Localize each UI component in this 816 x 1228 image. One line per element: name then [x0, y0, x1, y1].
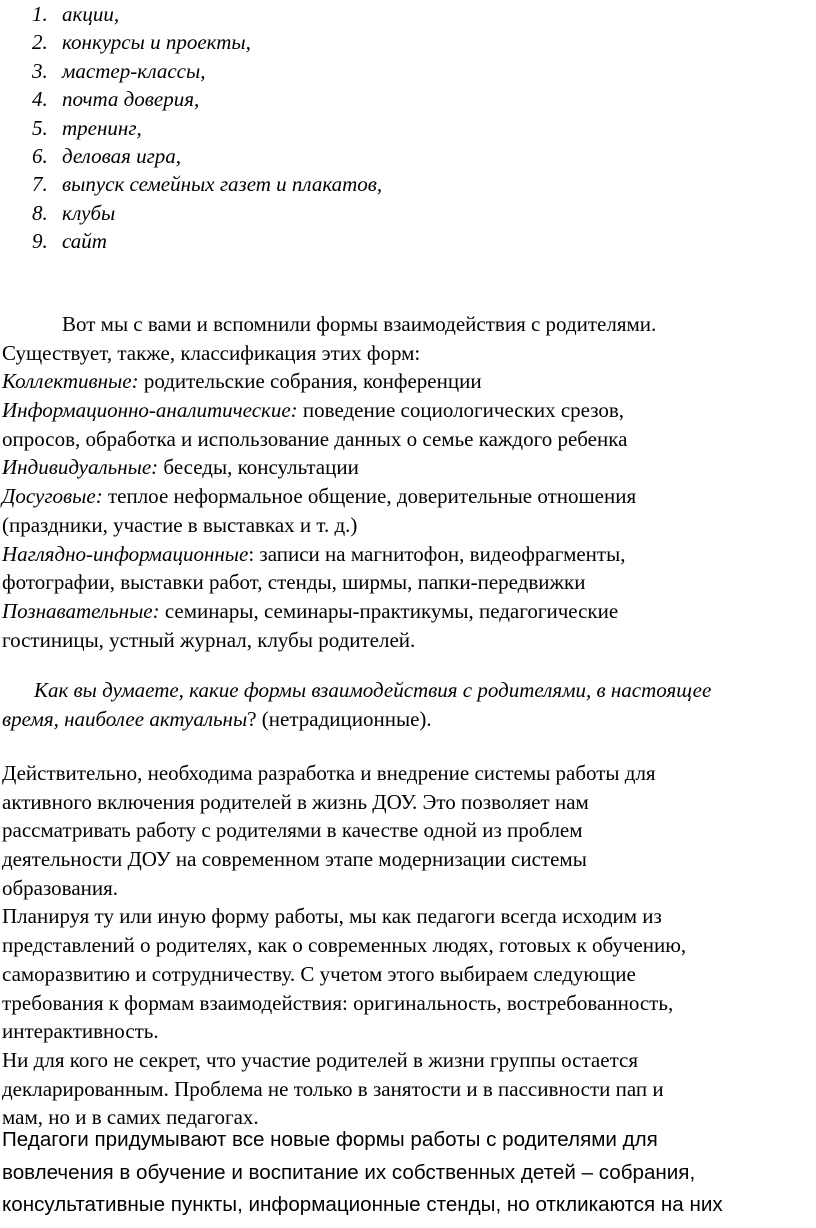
paragraph-4 [2, 1126, 814, 1224]
list-item: 1. акции, [32, 2, 120, 26]
paragraph-line: Педагоги придумывают все новые формы работы с родителями для [2, 1128, 658, 1151]
question [2, 676, 814, 733]
paragraph-line: Планируя ту или иную форму работы, мы как педагоги всегда исходим из [2, 904, 662, 929]
list-item: 5. тренинг, [32, 115, 142, 140]
paragraph-line: саморазвитию и сотрудничеству. С учетом этого выбираем следующие [2, 961, 636, 986]
list-item: 3. мастер-классы, [32, 58, 206, 83]
forms-classification [2, 310, 814, 654]
form-cognitive-cont: гостиницы, устный журнал, клубы родителей. [2, 627, 416, 652]
list-item: 2. конкурсы и проекты, [32, 30, 251, 55]
paragraph-line: рассматривать работу с родителями в качестве одной из проблем [2, 818, 583, 843]
list-item: 4. почта доверия, [32, 87, 200, 112]
forms-list [32, 0, 382, 256]
paragraph-line: образования. [2, 875, 119, 900]
paragraph-line: интерактивность. [2, 1019, 159, 1044]
paragraph-line: деятельности ДОУ на современном этапе модернизации системы [2, 847, 587, 872]
list-item: 7. выпуск семейных газет и плакатов, [32, 172, 383, 197]
list-item: 8. клубы [32, 200, 116, 225]
form-individual: Индивидуальные: беседы, консультации [2, 455, 359, 480]
form-leisure-cont: (праздники, участие в выставках и т. д.) [2, 512, 358, 537]
form-info-analytic: Информационно-аналитические: поведение социологических срезов, [2, 398, 625, 423]
form-collective: Коллективные: родительские собрания, конференции [2, 369, 482, 394]
paragraph-line: требования к формам взаимодействия: оригинальность, востребованность, [2, 990, 674, 1015]
question-line: Как вы думаете, какие формы взаимодействия с родителями, в настоящее [34, 678, 712, 702]
list-item: 6. деловая игра, [32, 143, 182, 168]
form-info-analytic-cont: опросов, обработка и использование данных о семье каждого ребенка [2, 426, 628, 451]
question-line: время, наиболее актуальны? (нетрадиционные). [2, 706, 432, 731]
paragraph-line: Действительно, необходима разработка и внедрение системы работы для [2, 761, 656, 785]
intro-line: Вот мы с вами и вспомнили формы взаимодействия с родителями. [62, 312, 657, 336]
paragraph-line: активного включения родителей в жизнь ДОУ. Это позволяет нам [2, 789, 589, 814]
form-leisure: Досуговые: теплое неформальное общение, доверительные отношения [2, 484, 637, 509]
paragraph-line: консультативные пункты, информационные стенды, но откликаются на них [2, 1193, 723, 1216]
paragraph-1 [2, 759, 814, 1132]
form-visual-cont: фотографии, выставки работ, стенды, ширмы, папки-передвижки [2, 570, 586, 595]
paragraph-line: мам, но и в самих педагогах. [2, 1105, 259, 1130]
list-item: 9. сайт [32, 229, 107, 254]
intro-line: Существует, также, классификация этих форм: [2, 340, 421, 365]
paragraph-line: вовлечения в обучение и воспитание их собственных детей – собрания, [2, 1160, 696, 1184]
paragraph-line: Ни для кого не секрет, что участие родителей в жизни группы остается [2, 1047, 638, 1072]
form-cognitive: Познавательные: семинары, семинары-практикумы, педагогические [2, 598, 619, 623]
form-visual: Наглядно-информационные: записи на магнитофон, видеофрагменты, [2, 541, 626, 566]
paragraph-line: представлений о родителях, как о современных людях, готовых к обучению, [2, 933, 687, 958]
paragraph-line: декларированным. Проблема не только в занятости и в пассивности пап и [2, 1076, 664, 1101]
